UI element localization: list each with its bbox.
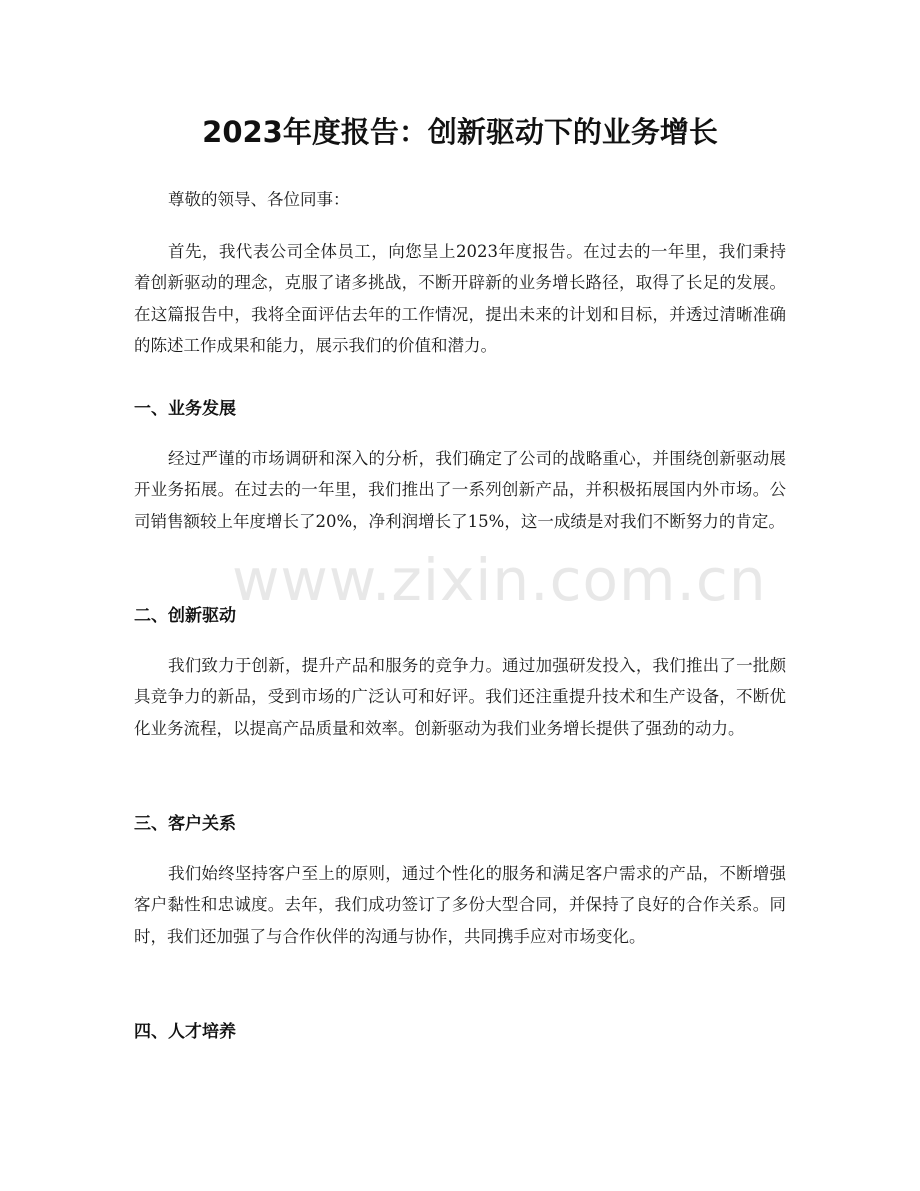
watermark: www.zixin.com.cn — [232, 546, 767, 614]
section-heading-innovation: 二、创新驱动 — [134, 606, 236, 626]
intro-paragraph: 首先，我代表公司全体员工，向您呈上2023年度报告。在过去的一年里，我们秉持着创新驱动的理念，克服了诸多挑战，不断开辟新的业务增长路径，取得了长足的发展。在这篇报告中，我将全面评估去年的工作情况，提出未来的计划和目标，并透过清晰准确的陈述工作成果和能力，展示我们的价值和潜力。 — [134, 242, 786, 355]
salutation: 尊敬的领导、各位同事： — [168, 190, 350, 209]
section-heading-talent: 四、人才培养 — [134, 1022, 236, 1042]
section-heading-business: 一、业务发展 — [134, 399, 236, 419]
section-body-customer: 我们始终坚持客户至上的原则，通过个性化的服务和满足客户需求的产品，不断增强客户黏性和忠诚度。去年，我们成功签订了多份大型合同，并保持了良好的合作关系。同时，我们还加强了与合作伙伴的沟通与协作，共同携手应对市场变化。 — [134, 864, 786, 946]
section-body-innovation: 我们致力于创新，提升产品和服务的竞争力。通过加强研发投入，我们推出了一批颇具竞争力的新品，受到市场的广泛认可和好评。我们还注重提升技术和生产设备，不断优化业务流程，以提高产品质量和效率。创新驱动为我们业务增长提供了强劲的动力。 — [134, 656, 786, 738]
document-title: 2023年度报告：创新驱动下的业务增长 — [202, 115, 718, 149]
section-body-business: 经过严谨的市场调研和深入的分析，我们确定了公司的战略重心，并围绕创新驱动展开业务拓展。在过去的一年里，我们推出了一系列创新产品，并积极拓展国内外市场。公司销售额较上年度增长了20%，净利润增长了15%，这一成绩是对我们不断努力的肯定。 — [134, 449, 786, 531]
section-heading-customer: 三、客户关系 — [134, 814, 236, 834]
